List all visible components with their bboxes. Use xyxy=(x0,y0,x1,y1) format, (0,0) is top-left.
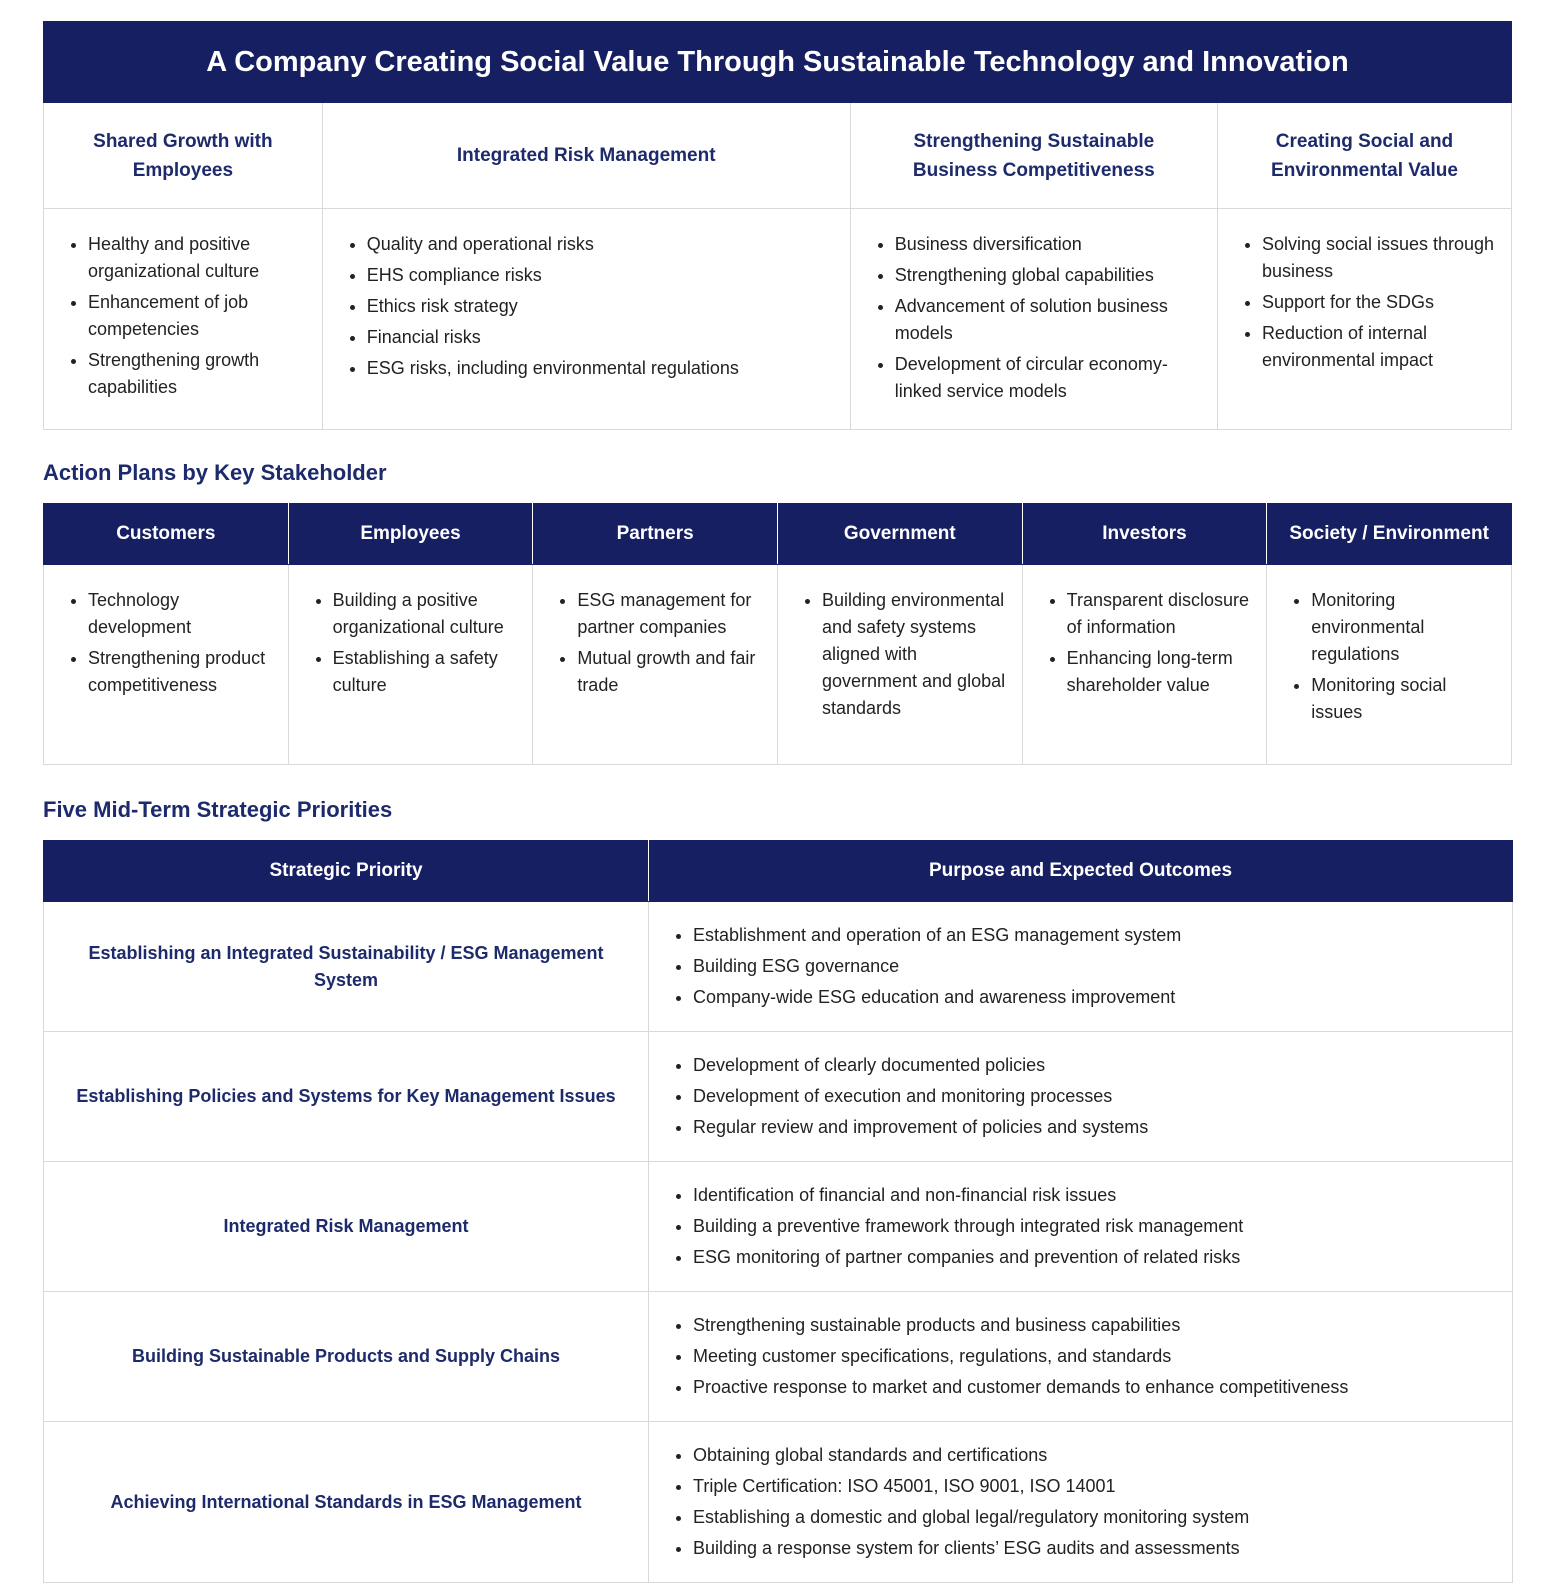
priority-name: Establishing Policies and Systems for Key Management Issues xyxy=(44,1032,649,1162)
list-item: • Support for the SDGs xyxy=(1262,289,1501,316)
list-item: • ESG management for partner companies xyxy=(577,587,767,641)
list-item: • Development of circular economy-linked service models xyxy=(895,351,1207,405)
bullet-list xyxy=(1240,231,1501,374)
list-item: • Reduction of internal environmental impact xyxy=(1262,320,1501,374)
list-item: • Monitoring environmental regulations xyxy=(1311,587,1501,668)
list-item: • Enhancing long-term shareholder value xyxy=(1067,645,1257,699)
table-row xyxy=(44,902,1513,1032)
pillar-heading: Strengthening Sustainable Business Competitiveness xyxy=(850,103,1217,209)
purpose-column-header: Purpose and Expected Outcomes xyxy=(649,841,1513,902)
list-item: • Monitoring social issues xyxy=(1311,672,1501,726)
priority-outcomes xyxy=(649,1422,1513,1583)
pillar-heading: Shared Growth with Employees xyxy=(44,103,323,209)
list-item: • Triple Certification: ISO 45001, ISO 9001, ISO 14001 xyxy=(693,1473,1502,1500)
stakeholders-heading: Action Plans by Key Stakeholder xyxy=(43,460,387,485)
list-item: • Building ESG governance xyxy=(693,953,1502,980)
list-item: • Establishing a safety culture xyxy=(333,645,523,699)
priority-outcomes xyxy=(649,902,1513,1032)
list-item: • Building a preventive framework through integrated risk management xyxy=(693,1213,1502,1240)
stakeholder-cell xyxy=(777,565,1022,765)
list-item: • Proactive response to market and customer demands to enhance competitiveness xyxy=(693,1374,1502,1401)
priority-name: Building Sustainable Products and Supply Chains xyxy=(44,1292,649,1422)
table-row xyxy=(44,1292,1513,1422)
list-item: • Establishment and operation of an ESG management system xyxy=(693,922,1502,949)
stakeholder-cell xyxy=(44,565,289,765)
bullet-list xyxy=(671,1312,1502,1401)
list-item: • Quality and operational risks xyxy=(367,231,840,258)
pillar-body xyxy=(850,209,1217,430)
bullet-list xyxy=(345,231,840,382)
pillar-body xyxy=(44,209,323,430)
bullet-list xyxy=(671,922,1502,1011)
stakeholder-cell xyxy=(288,565,533,765)
list-item: • Building environmental and safety systems aligned with government and global standards xyxy=(822,587,1012,722)
priority-outcomes xyxy=(649,1292,1513,1422)
stakeholder-cell xyxy=(1267,565,1512,765)
list-item: • ESG monitoring of partner companies and prevention of related risks xyxy=(693,1244,1502,1271)
bullet-list xyxy=(1289,587,1501,726)
list-item: • Advancement of solution business models xyxy=(895,293,1207,347)
stakeholder-header: Investors xyxy=(1022,504,1267,565)
stakeholders-table xyxy=(43,503,1512,765)
pillar-body-row xyxy=(44,209,1512,430)
list-item: • Healthy and positive organizational culture xyxy=(88,231,312,285)
priority-name: Achieving International Standards in ESG Management xyxy=(44,1422,649,1583)
list-item: • Establishing a domestic and global legal/regulatory monitoring system xyxy=(693,1504,1502,1531)
bullet-list xyxy=(66,231,312,401)
priority-name: Integrated Risk Management xyxy=(44,1162,649,1292)
list-item: • Strengthening product competitiveness xyxy=(88,645,278,699)
bullet-list xyxy=(671,1442,1502,1562)
list-item: • Strengthening sustainable products and business capabilities xyxy=(693,1312,1502,1339)
pillar-heading: Creating Social and Environmental Value xyxy=(1217,103,1511,209)
table-row xyxy=(44,1422,1513,1583)
pillar-body xyxy=(1217,209,1511,430)
pillar-body xyxy=(322,209,850,430)
priorities-table xyxy=(43,840,1513,1583)
list-item: • Ethics risk strategy xyxy=(367,293,840,320)
bullet-list xyxy=(873,231,1207,405)
stakeholders-header-row xyxy=(44,504,1512,565)
priorities-heading: Five Mid-Term Strategic Priorities xyxy=(43,797,393,822)
list-item: • Company-wide ESG education and awareness improvement xyxy=(693,984,1502,1011)
stakeholder-header: Employees xyxy=(288,504,533,565)
pillars-table xyxy=(43,21,1512,430)
priority-column-header: Strategic Priority xyxy=(44,841,649,902)
list-item: • Technology development xyxy=(88,587,278,641)
stakeholder-header: Government xyxy=(777,504,1022,565)
list-item: • Regular review and improvement of policies and systems xyxy=(693,1114,1502,1141)
list-item: • Identification of financial and non-financial risk issues xyxy=(693,1182,1502,1209)
stakeholder-cell xyxy=(1022,565,1267,765)
list-item: • EHS compliance risks xyxy=(367,262,840,289)
list-item: • Meeting customer specifications, regulations, and standards xyxy=(693,1343,1502,1370)
table-row xyxy=(44,1162,1513,1292)
bullet-list xyxy=(671,1052,1502,1141)
list-item: • Strengthening global capabilities xyxy=(895,262,1207,289)
list-item: • ESG risks, including environmental regulations xyxy=(367,355,840,382)
list-item: • Building a response system for clients’ ESG audits and assessments xyxy=(693,1535,1502,1562)
list-item: • Obtaining global standards and certifications xyxy=(693,1442,1502,1469)
list-item: • Development of clearly documented policies xyxy=(693,1052,1502,1079)
priority-outcomes xyxy=(649,1162,1513,1292)
bullet-list xyxy=(800,587,1012,722)
list-item: • Business diversification xyxy=(895,231,1207,258)
stakeholder-header: Society / Environment xyxy=(1267,504,1512,565)
list-item: • Development of execution and monitoring processes xyxy=(693,1083,1502,1110)
page-title: A Company Creating Social Value Through Sustainable Technology and Innovation xyxy=(44,22,1512,103)
stakeholders-body-row xyxy=(44,565,1512,765)
list-item: • Mutual growth and fair trade xyxy=(577,645,767,699)
stakeholder-header: Partners xyxy=(533,504,778,565)
list-item: • Building a positive organizational culture xyxy=(333,587,523,641)
priority-name: Establishing an Integrated Sustainability / ESG Management System xyxy=(44,902,649,1032)
stakeholder-header: Customers xyxy=(44,504,289,565)
bullet-list xyxy=(311,587,523,699)
stakeholder-cell xyxy=(533,565,778,765)
list-item: • Transparent disclosure of information xyxy=(1067,587,1257,641)
pillar-heading-row xyxy=(44,103,1512,209)
bullet-list xyxy=(66,587,278,699)
table-row xyxy=(44,1032,1513,1162)
list-item: • Financial risks xyxy=(367,324,840,351)
bullet-list xyxy=(1045,587,1257,699)
priority-outcomes xyxy=(649,1032,1513,1162)
list-item: • Enhancement of job competencies xyxy=(88,289,312,343)
priorities-header-row xyxy=(44,841,1513,902)
bullet-list xyxy=(671,1182,1502,1271)
bullet-list xyxy=(555,587,767,699)
list-item: • Strengthening growth capabilities xyxy=(88,347,312,401)
list-item: • Solving social issues through business xyxy=(1262,231,1501,285)
pillar-heading: Integrated Risk Management xyxy=(322,103,850,209)
